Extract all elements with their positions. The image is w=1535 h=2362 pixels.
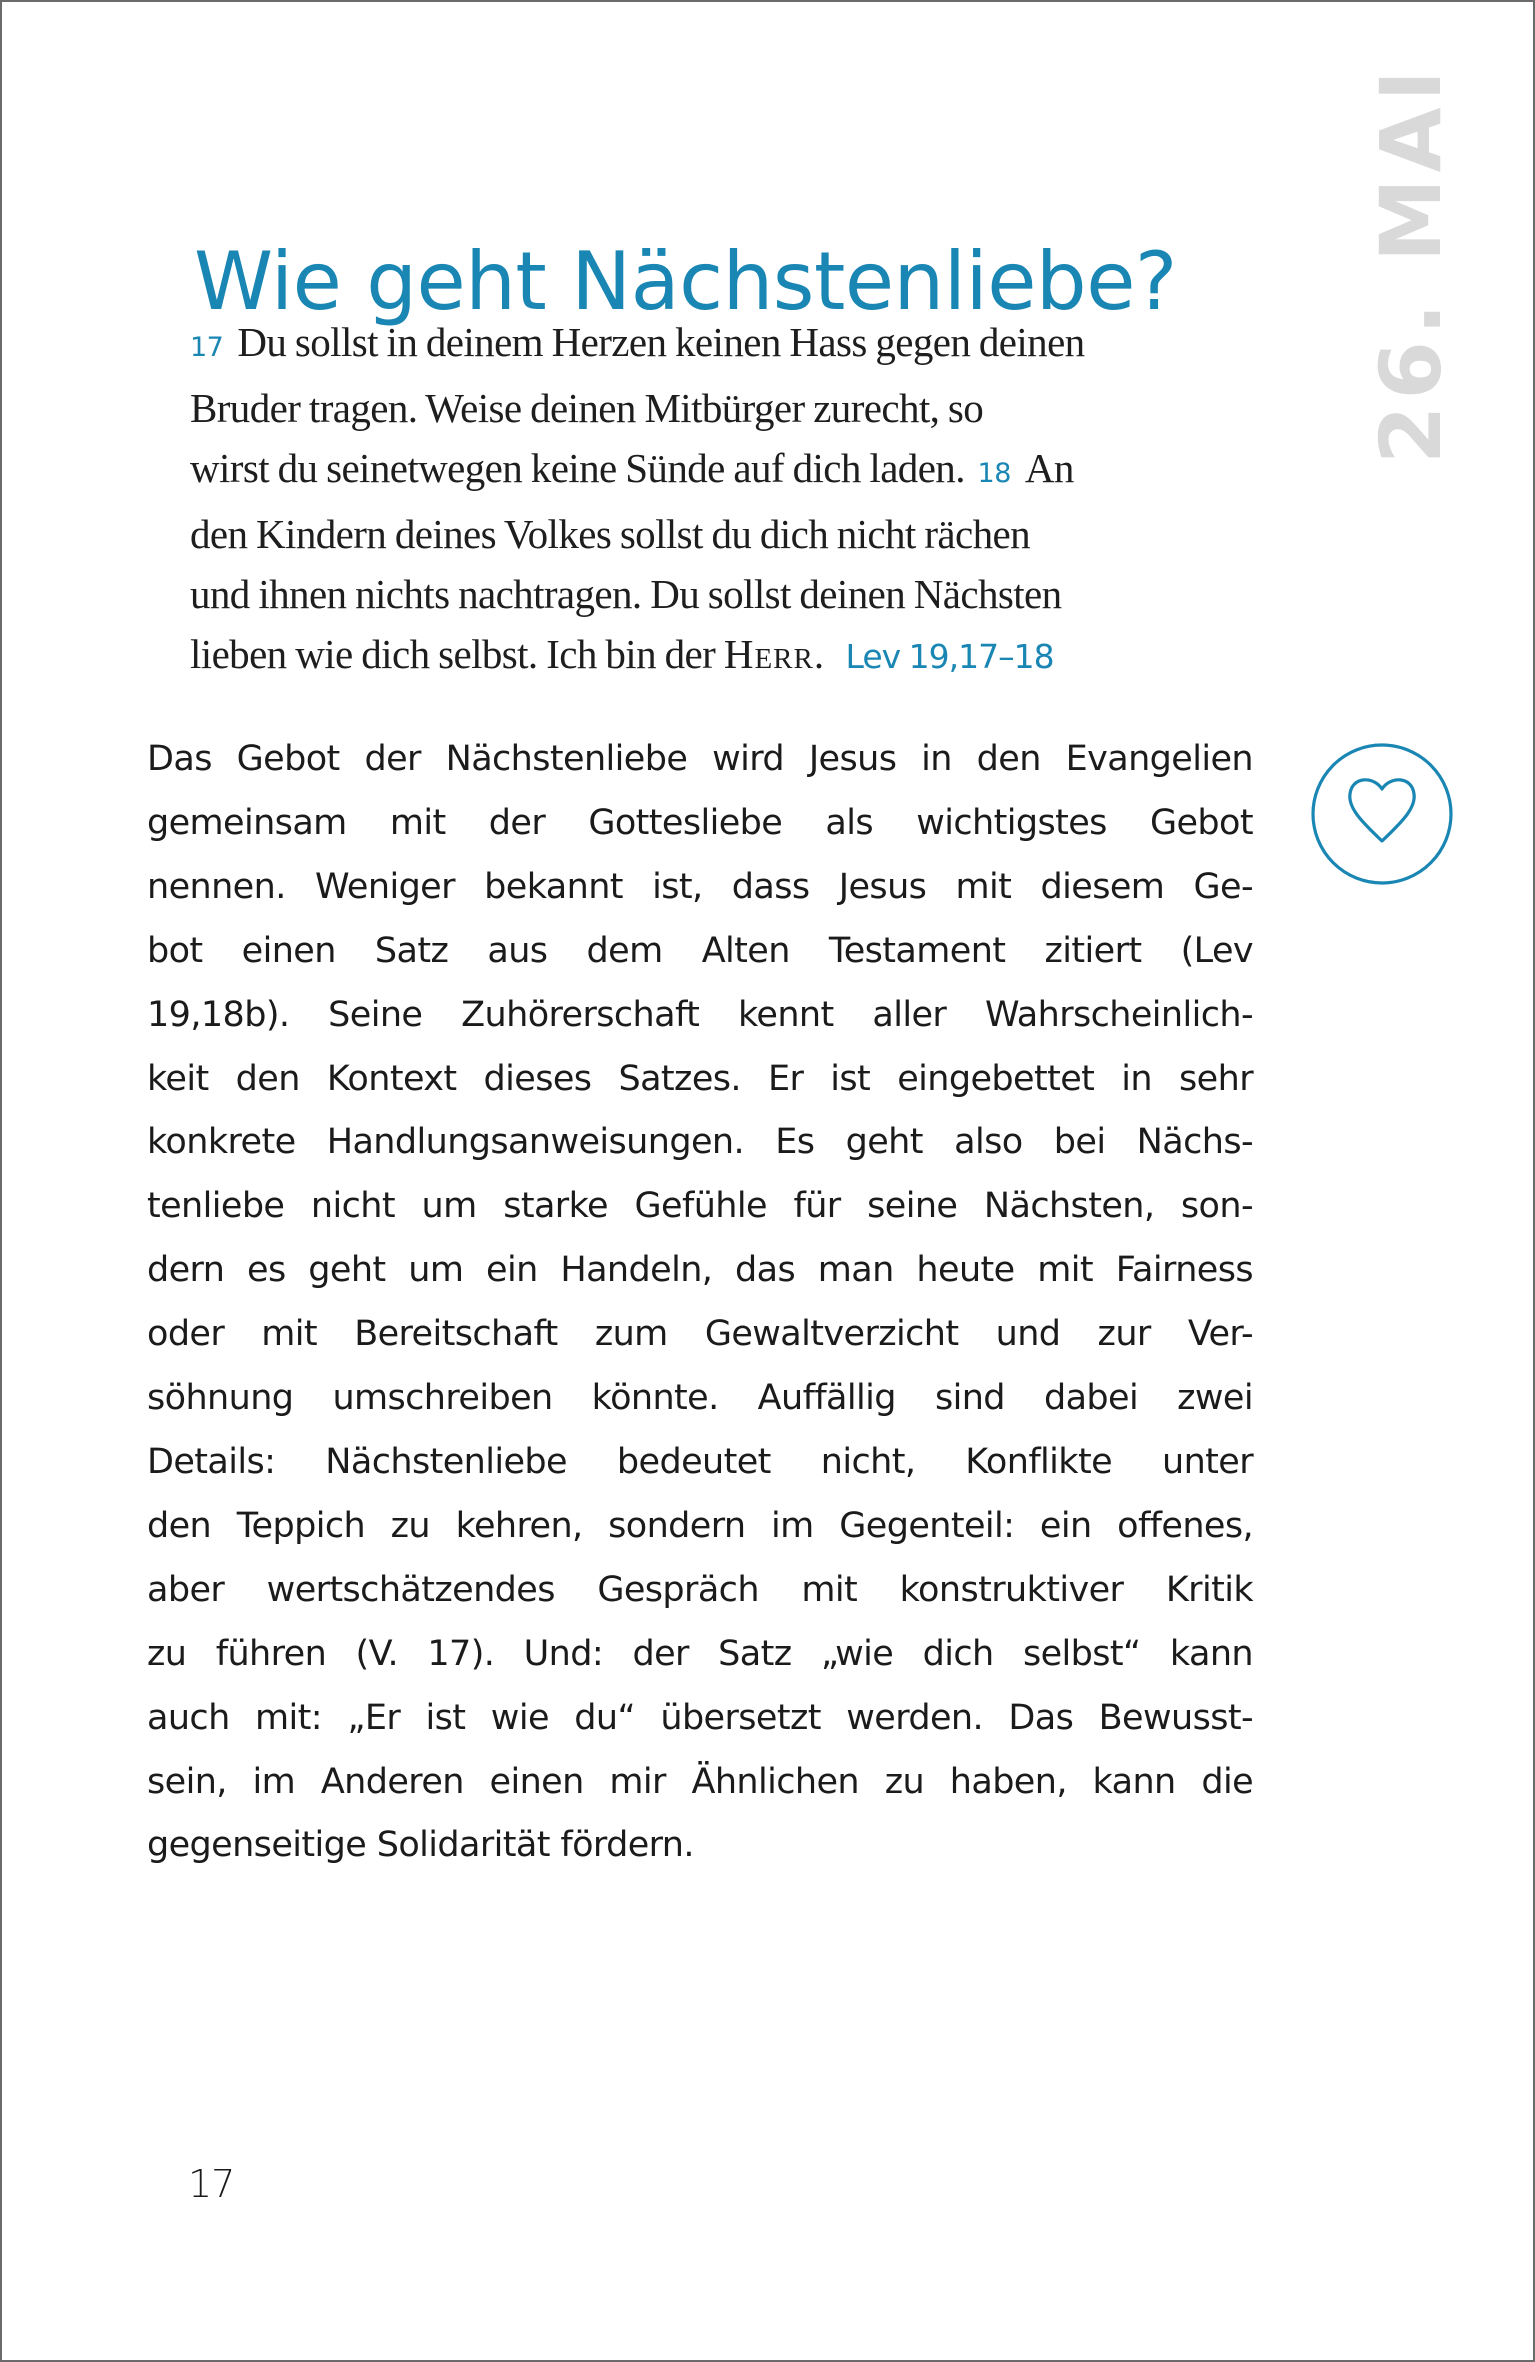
scripture-line bbox=[190, 312, 1200, 378]
page-number: 17 bbox=[188, 2162, 235, 2206]
scripture-text: An bbox=[1024, 445, 1074, 491]
date-label: 26. MAI bbox=[1362, 64, 1460, 464]
scripture-text: den Kindern deines Volkes sollst du dich nicht rächen bbox=[190, 511, 1031, 557]
commentary-line: Details: Nächstenliebe bedeutet nicht, Konflikte unter bbox=[147, 1441, 1253, 1482]
scripture-text: Bruder tragen. Weise deinen Mitbürger zurecht, so bbox=[190, 385, 984, 431]
divine-name: Herr bbox=[723, 631, 814, 677]
verse-number: 17 bbox=[190, 332, 224, 363]
heart-icon bbox=[1310, 742, 1454, 886]
scripture-text: Du sollst in deinem Herzen keinen Hass gegen deinen bbox=[237, 319, 1085, 365]
scripture-punct: . bbox=[813, 631, 824, 677]
commentary-line: konkrete Handlungsanweisungen. Es geht also bei Nächs- bbox=[147, 1122, 1253, 1163]
commentary-line: zu führen (V. 17). Und: der Satz „wie dich selbst“ kann bbox=[147, 1633, 1253, 1674]
commentary-line: 19,18b). Seine Zuhörerschaft kennt aller Wahrscheinlich- bbox=[147, 994, 1253, 1035]
scripture-line bbox=[190, 504, 1200, 564]
scripture-text: und ihnen nichts nachtragen. Du sollst deinen Nächsten bbox=[190, 571, 1062, 617]
heart-circle-icon bbox=[1310, 742, 1454, 886]
verse-number: 18 bbox=[977, 458, 1011, 489]
commentary-line: nennen. Weniger bekannt ist, dass Jesus mit diesem Ge- bbox=[147, 866, 1253, 907]
commentary-line: aber wertschätzendes Gespräch mit konstruktiver Kritik bbox=[147, 1569, 1253, 1610]
commentary-line: söhnung umschreiben könnte. Auffällig sind dabei zwei bbox=[147, 1378, 1253, 1419]
commentary-line: bot einen Satz aus dem Alten Testament zitiert (Lev bbox=[147, 930, 1253, 971]
commentary-line: dern es geht um ein Handeln, das man heute mit Fairness bbox=[147, 1250, 1253, 1291]
scripture-line bbox=[190, 438, 1200, 504]
commentary-line: gegenseitige Solidarität fördern. bbox=[147, 1825, 694, 1866]
commentary-line: oder mit Bereitschaft zum Gewaltverzicht und zur Ver- bbox=[147, 1314, 1253, 1355]
commentary-line: auch mit: „Er ist wie du“ übersetzt werden. Das Bewusst- bbox=[147, 1697, 1253, 1738]
page-title: Wie geht Nächstenliebe? bbox=[194, 234, 1177, 328]
scripture-line bbox=[190, 624, 1200, 687]
commentary-line: tenliebe nicht um starke Gefühle für seine Nächsten, son- bbox=[147, 1186, 1253, 1227]
scripture-reference: Lev 19,17–18 bbox=[845, 637, 1054, 676]
scripture-line bbox=[190, 564, 1200, 624]
commentary-line: sein, im Anderen einen mir Ähnlichen zu haben, kann die bbox=[147, 1761, 1253, 1802]
commentary-line: keit den Kontext dieses Satzes. Er ist eingebettet in sehr bbox=[147, 1058, 1253, 1099]
commentary-line: Das Gebot der Nächstenliebe wird Jesus in den Evangelien bbox=[147, 739, 1253, 779]
commentary-text bbox=[147, 728, 1253, 1878]
scripture-text: lieben wie dich selbst. Ich bin der bbox=[190, 631, 716, 677]
commentary-line: den Teppich zu kehren, sondern im Gegenteil: ein offenes, bbox=[147, 1505, 1253, 1546]
scripture-text: wirst du seinetwegen keine Sünde auf dich laden. bbox=[190, 445, 965, 491]
scripture-line bbox=[190, 378, 1200, 438]
scripture-passage bbox=[190, 312, 1200, 687]
commentary-line: gemeinsam mit der Gottesliebe als wichtigstes Gebot bbox=[147, 802, 1253, 843]
